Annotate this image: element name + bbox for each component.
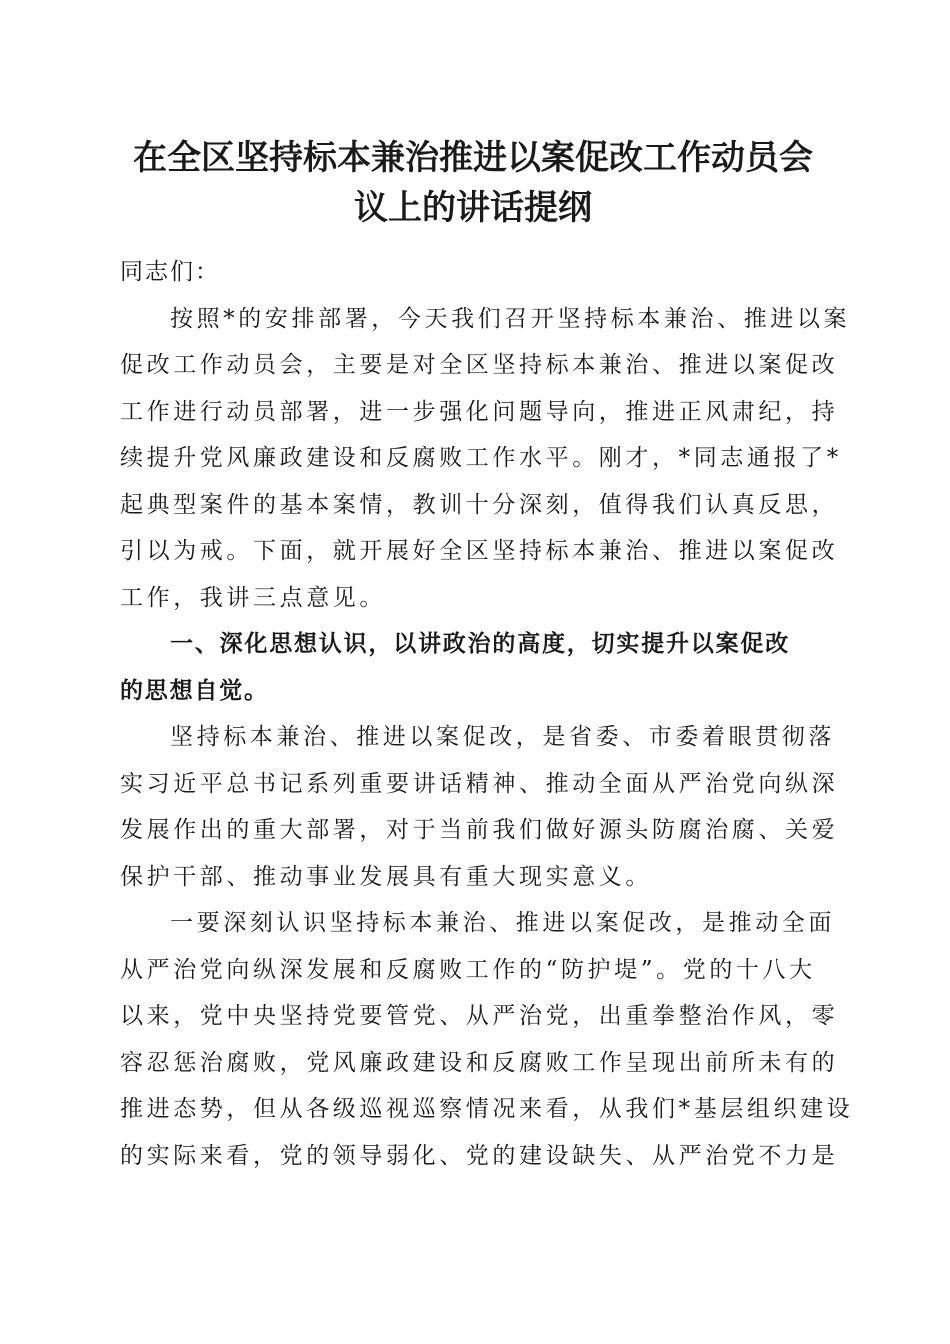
paragraph-line: 的实际来看，党的领导弱化、党的建设缺失、从严治党不力是 bbox=[120, 1142, 839, 1169]
paragraph-point-one bbox=[120, 900, 854, 1179]
document-title bbox=[116, 133, 830, 233]
paragraph-line: 以来，党中央坚持党要管党、从严治党，出重拳整治作风，零 bbox=[120, 1003, 839, 1029]
heading-line: 一、深化思想认识，以讲政治的高度，切实提升以案促改 bbox=[170, 631, 790, 657]
paragraph-line: 从严治党向纵深发展和反腐败工作的“防护堤”。党的十八大 bbox=[120, 956, 816, 983]
paragraph-line: 一要深刻认识坚持标本兼治、推进以案促改，是推动全面 bbox=[170, 910, 835, 936]
document-body bbox=[120, 249, 854, 1179]
paragraph-line: 起典型案件的基本案情，教训十分深刻，值得我们认真反思， bbox=[120, 491, 839, 518]
document-page bbox=[120, 0, 854, 1344]
paragraph-line: 容忍惩治腐败，党风廉政建设和反腐败工作呈现出前所未有的 bbox=[120, 1049, 839, 1076]
heading-line: 的思想自觉。 bbox=[120, 677, 269, 704]
paragraph-line: 实习近平总书记系列重要讲话精神、推动全面从严治党向纵深 bbox=[120, 770, 839, 797]
title-line-1: 在全区坚持标本兼治推进以案促改工作动员会 bbox=[133, 138, 813, 178]
paragraph-line: 保护干部、推动事业发展具有重大现实意义。 bbox=[120, 863, 652, 890]
salutation bbox=[120, 249, 826, 296]
paragraph-line: 发展作出的重大部署，对于当前我们做好源头防腐治腐、关爱 bbox=[120, 817, 839, 843]
paragraph-line: 按照*的安排部署，今天我们召开坚持标本兼治、推进以案 bbox=[170, 305, 851, 332]
paragraph-line: 工作进行动员部署，进一步强化问题导向，推进正风肃纪，持 bbox=[120, 398, 839, 425]
paragraph-line: 引以为戒。下面，就开展好全区坚持标本兼治、推进以案促改 bbox=[120, 538, 839, 564]
paragraph-significance bbox=[120, 714, 839, 900]
salutation-line: 同志们： bbox=[120, 259, 220, 285]
paragraph-line: 促改工作动员会，主要是对全区坚持标本兼治、推进以案促改 bbox=[120, 352, 839, 378]
paragraph-line: 续提升党风廉政建设和反腐败工作水平。刚才，*同志通报了* bbox=[120, 445, 842, 471]
paragraph-line: 坚持标本兼治、推进以案促改，是省委、市委着眼贯彻落 bbox=[170, 724, 835, 750]
section-heading-1 bbox=[120, 621, 826, 714]
title-line-2: 议上的讲话提纲 bbox=[354, 188, 592, 228]
paragraph-line: 推进态势，但从各级巡视巡察情况来看，从我们*基层组织建设 bbox=[120, 1096, 854, 1122]
paragraph-line: 工作，我讲三点意见。 bbox=[120, 584, 386, 611]
paragraph-intro bbox=[120, 296, 851, 622]
